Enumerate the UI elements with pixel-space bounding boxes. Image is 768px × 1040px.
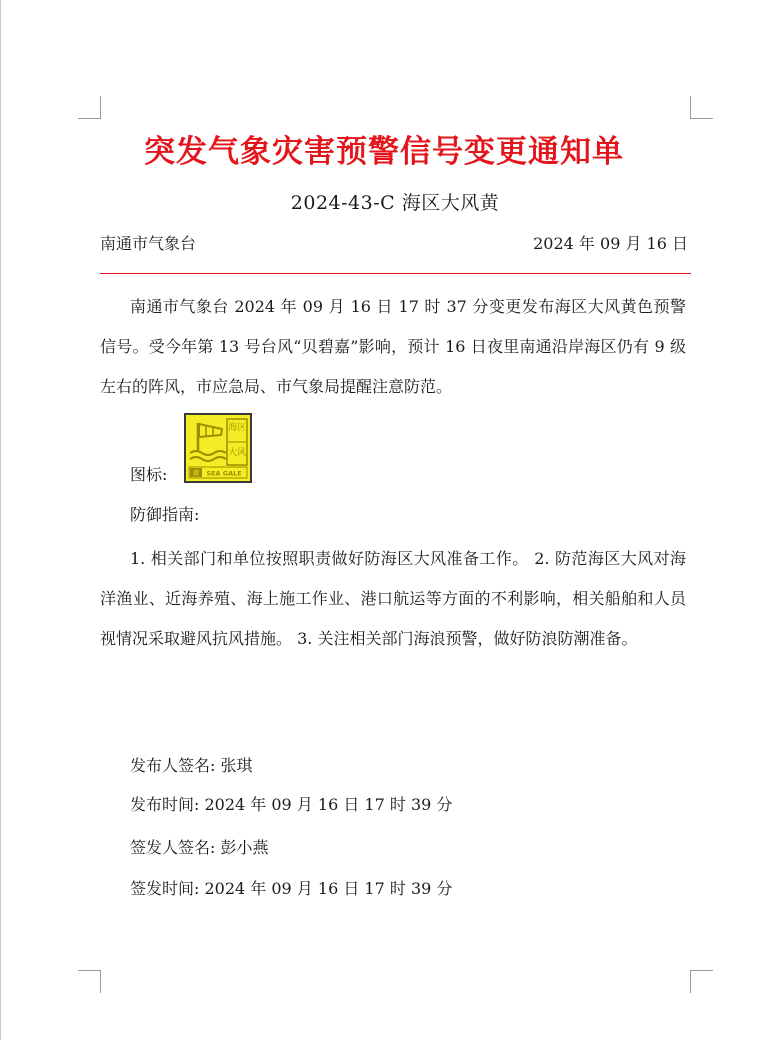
- notice-paragraph: 南通市气象台 2024 年 09 月 16 日 17 时 37 分变更发布海区大风黄色预警信号。受今年第 13 号台风“贝碧嘉”影响，预计 16 日夜里南通沿岸海区仍有 9 级左右的阵风，市应急局、市气象局提醒注意防范。: [100, 297, 686, 396]
- icon-english-label: SEA GALE: [206, 469, 242, 478]
- header-divider: [100, 273, 691, 274]
- publish-time: 发布时间: 2024 年 09 月 16 日 17 时 39 分: [130, 795, 453, 814]
- publisher-signature: 发布人签名: 张琪: [130, 756, 253, 775]
- issue-date: 2024 年 09 月 16 日: [533, 234, 688, 253]
- margin-mark-top-left: [78, 96, 101, 119]
- defense-guide-text: 1. 相关部门和单位按照职责做好防海区大风准备工作。 2. 防范海区大风对海洋渔业、近海养殖、海上施工作业、港口航运等方面的不利影响，相关船舶和人员视情况采取避风抗风措施。 3. 关注相关部门海浪预警，做好防浪防潮准备。: [100, 549, 686, 648]
- issuer-name: 南通市气象台: [100, 234, 197, 253]
- signer-signature: 签发人签名: 彭小燕: [130, 838, 269, 857]
- icon-label: 图标:: [130, 465, 168, 484]
- icon-chars-top: 海区: [227, 423, 247, 433]
- document-title: 突发气象灾害预警信号变更通知单: [144, 134, 624, 170]
- document-subtitle: 2024-43-C 海区大风黄: [290, 192, 500, 214]
- margin-mark-top-right: [690, 96, 713, 119]
- defense-guide-label: 防御指南:: [130, 505, 200, 524]
- icon-chars-bottom: 大风: [227, 448, 247, 458]
- wind-sock-icon: [186, 415, 250, 481]
- icon-level-char: 黄: [192, 469, 200, 478]
- sign-time: 签发时间: 2024 年 09 月 16 日 17 时 39 分: [130, 879, 453, 898]
- margin-mark-bottom-left: [78, 970, 101, 993]
- warning-icon-face: [186, 415, 250, 481]
- sea-gale-yellow-warning-icon: [184, 413, 252, 483]
- margin-mark-bottom-right: [690, 970, 713, 993]
